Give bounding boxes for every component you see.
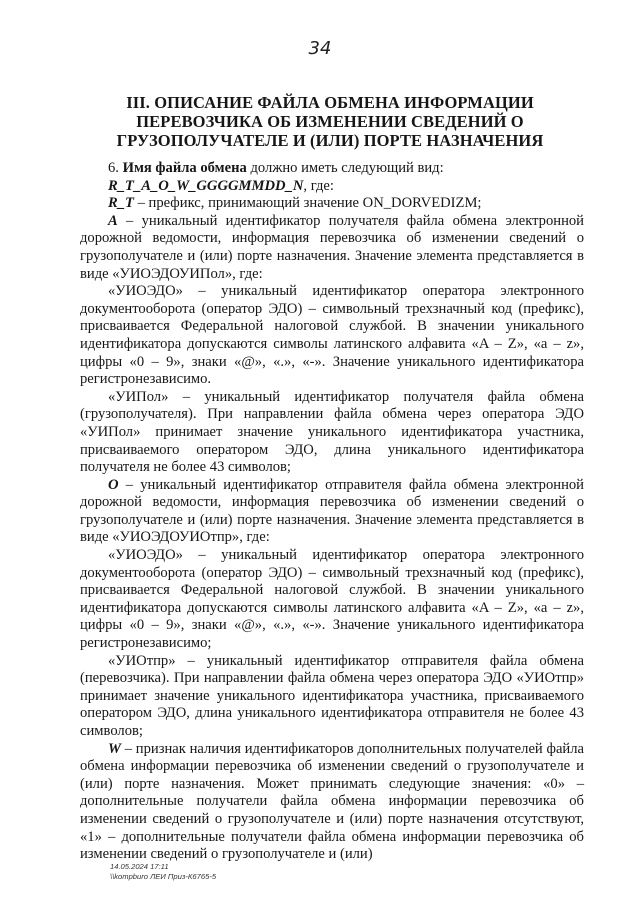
paragraph-prefix	[80, 195, 584, 213]
paragraph-text: – признак наличия идентификаторов дополнительных получателей файла обмена информации перевозчика об изменении сведений о грузополучателе и (или) порте назначения. Может принимать следующие значения: «0» – дополнительные получатели файла обмена информации перевозчика об изменении сведений о грузополучателе и (или) порте назначения отсутствуют, «1» – дополнительные получатели файла обмена информации перевозчика об изменении сведений о грузополучателе и (или)	[80, 740, 584, 863]
print-path: \\kompburo ЛЕИ Приз-К6765-5	[110, 872, 217, 881]
paragraph-edo-operator-2: «УИОЭДО» – уникальный идентификатор оператора электронного документооборота (оператор ЭДО) – символьный трехзначный код (префикс), присваивается Федеральной налоговой службой. В значении уникального идентификатора допускаются символы латинского алфавита «A – Z», «a – z», цифры «0 – 9», знаки «@», «.», «-». Значение уникального идентификатора регистронезависимо;	[80, 547, 584, 652]
paragraph-text: должно иметь следующий вид:	[246, 160, 444, 176]
paragraph-recipient-uid: «УИПол» – уникальный идентификатор получателя файла обмена (грузополучателя). При направлении файла обмена через оператора ЭДО «УИПол» принимает значение уникального идентификатора участника, присваиваемого оператором ЭДО, длина уникального идентификатора получателя не более 43 символов;	[80, 388, 584, 476]
paragraph-text: , где:	[303, 177, 334, 194]
paragraph-edo-operator-1: «УИОЭДО» – уникальный идентификатор оператора электронного документооборота (оператор ЭДО) – символьный трехзначный код (префикс), присваивается Федеральной налоговой службой. В значении уникального идентификатора допускаются символы латинского алфавита «A – Z», «a – z», цифры «0 – 9», знаки «@», «.», «-». Значение уникального идентификатора регистронезависимо.	[80, 283, 584, 388]
print-timestamp: 14.05.2024 17:11	[110, 862, 169, 871]
section-title-line-1: III. ОПИСАНИЕ ФАЙЛА ОБМЕНА ИНФОРМАЦИИ	[126, 93, 534, 112]
paragraph-sender-uid: «УИОтпр» – уникальный идентификатор отправителя файла обмена (перевозчика). При направлении файла обмена через оператора ЭДО «УИОтпр» принимает значение уникального идентификатора участника, присваиваемого оператором ЭДО, длина уникального идентификатора отправителя не более 43 символов;	[80, 652, 584, 739]
paragraph-file-pattern	[80, 178, 584, 196]
section-title	[60, 93, 600, 150]
paragraph-additional-recipients	[80, 741, 584, 864]
paragraph-text: – уникальный идентификатор отправителя файла обмена электронной дорожной ведомости, информация перевозчика об изменении сведений о грузополучателе и (или) порте назначения. Значение элемента представляется в виде «УИОЭДОУИОтпр», где:	[80, 476, 584, 546]
term-file-name: Имя файла обмена	[122, 160, 247, 176]
term-prefix: R_T	[108, 195, 134, 212]
file-name-pattern: R_T_A_O_W_GGGGMMDD_N	[108, 177, 304, 194]
paragraph-sender-id	[80, 477, 584, 547]
paragraph-text: – префикс, принимающий значение ON_DORVEDIZM;	[133, 195, 482, 212]
term-recipient: A	[108, 212, 118, 229]
section-title-line-3: ГРУЗОПОЛУЧАТЕЛЕ И (ИЛИ) ПОРТЕ НАЗНАЧЕНИЯ	[116, 131, 544, 150]
paragraph-file-name	[80, 160, 584, 178]
print-footer	[110, 862, 216, 882]
term-additional: W	[108, 740, 121, 757]
document-body	[80, 160, 584, 864]
paragraph-recipient-id	[80, 213, 584, 283]
section-title-line-2: ПЕРЕВОЗЧИКА ОБ ИЗМЕНЕНИИ СВЕДЕНИЙ О	[136, 112, 524, 131]
paragraph-number: 6.	[108, 160, 123, 176]
paragraph-text: – уникальный идентификатор получателя файла обмена электронной дорожной ведомости, информация перевозчика об изменении сведений о грузополучателе и (или) порте назначения. Значение элемента представляется в виде «УИОЭДОУИПол», где:	[80, 212, 584, 282]
page-number: 34	[308, 38, 332, 59]
term-sender: O	[108, 476, 119, 493]
